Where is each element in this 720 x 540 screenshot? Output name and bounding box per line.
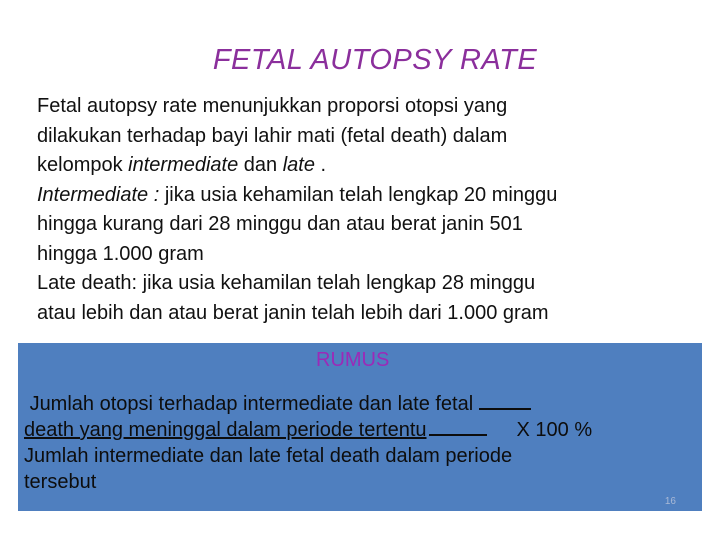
definition-line: Late death: jika usia kehamilan telah lengkap 28 minggu bbox=[37, 272, 536, 294]
denominator-line: Jumlah intermediate dan late fetal death dalam periode bbox=[24, 445, 513, 467]
definition-line: hingga kurang dari 28 minggu dan atau berat janin 501 bbox=[37, 213, 523, 235]
blank-underline bbox=[429, 433, 487, 436]
formula bbox=[24, 391, 700, 495]
page-number: 16 bbox=[664, 496, 676, 507]
rumus-heading: RUMUS bbox=[316, 349, 390, 371]
multiplier: X 100 % bbox=[516, 419, 593, 441]
term-late: late bbox=[282, 154, 315, 176]
definition-line: kelompok intermediate dan late . bbox=[37, 154, 327, 176]
definition-line: Fetal autopsy rate menunjukkan proporsi otopsi yang bbox=[37, 95, 508, 117]
blank-underline bbox=[479, 407, 531, 410]
definition-line: Intermediate : jika usia kehamilan telah lengkap 20 minggu bbox=[37, 183, 558, 206]
definition-line: atau lebih dan atau berat janin telah lebih dari 1.000 gram bbox=[37, 301, 549, 324]
definition-text bbox=[37, 92, 717, 328]
denominator-line: tersebut bbox=[24, 471, 97, 493]
slide-title: FETAL AUTOPSY RATE bbox=[212, 44, 538, 76]
numerator-line: death yang meninggal dalam periode tertentu X 100 % bbox=[24, 419, 593, 441]
definition-line: hingga 1.000 gram bbox=[37, 242, 204, 265]
formula-box bbox=[18, 343, 702, 511]
numerator-line: Jumlah otopsi terhadap intermediate dan late fetal bbox=[24, 391, 700, 417]
term-intermediate: intermediate bbox=[128, 154, 239, 176]
intermediate-label: Intermediate : bbox=[37, 183, 160, 206]
definition-line: dilakukan terhadap bayi lahir mati (fetal death) dalam bbox=[37, 124, 508, 147]
